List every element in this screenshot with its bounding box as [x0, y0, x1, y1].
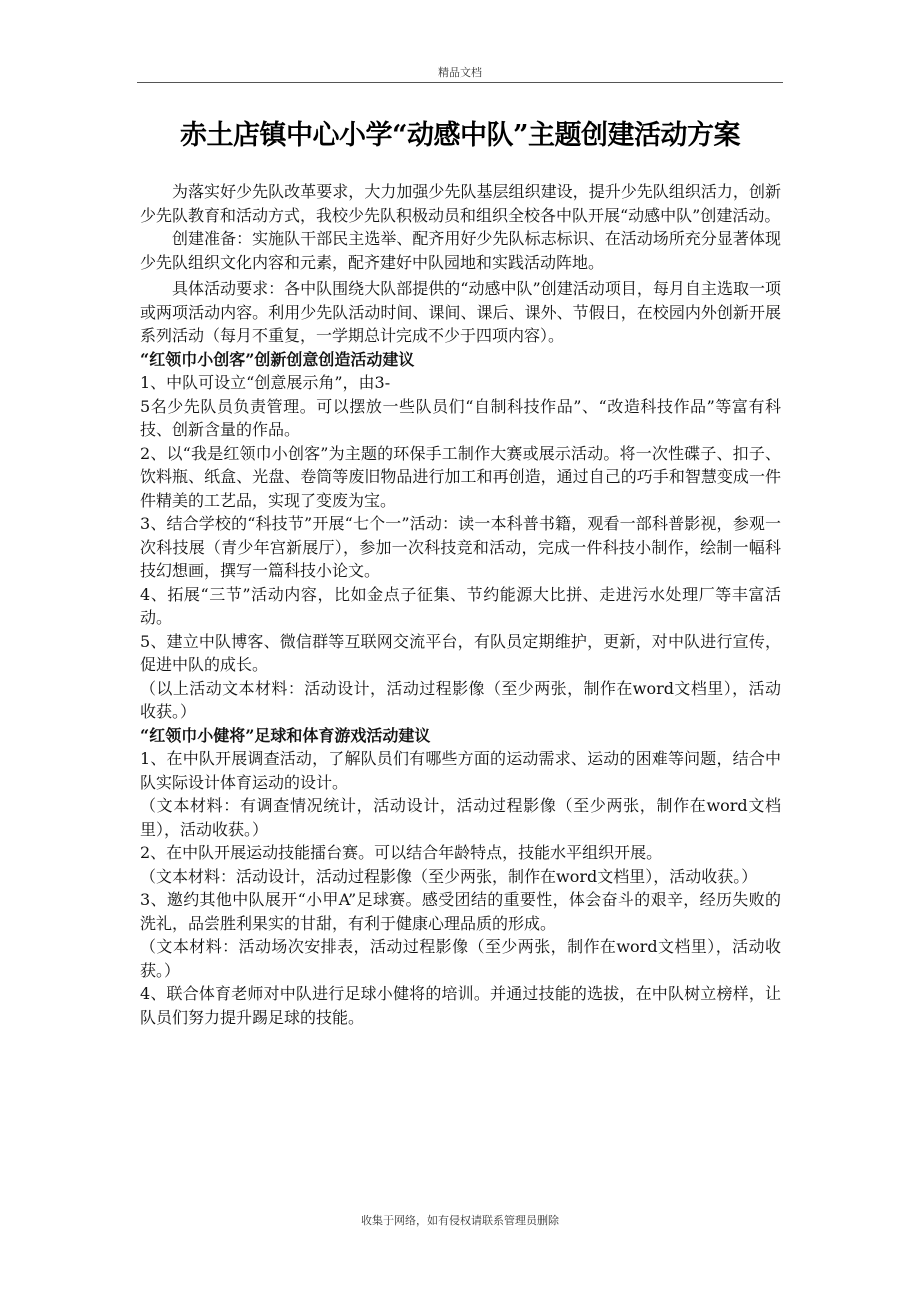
maker-item-1-line-2: 5名少先队员负责管理。可以摆放一些队员们“自制科技作品”、“改造科技作品”等富有科技、创新含量的作品。 [140, 396, 781, 439]
athlete-item-2: 2、在中队开展运动技能擂台赛。可以结合年龄特点，技能水平组织开展。 [140, 843, 663, 862]
preparation-paragraph: 创建准备：实施队干部民主选举、配齐用好少先队标志标识、在活动场所充分显著体现少先队组织文化内容和元素，配齐建好中队园地和实践活动阵地。 [140, 229, 781, 272]
maker-item-1-line-1: 1、中队可设立“创意展示角”，由3- [140, 373, 391, 392]
section-heading-athlete: “红领巾小健将”足球和体育游戏活动建议 [140, 725, 431, 745]
maker-materials-note: （以上活动文本材料：活动设计，活动过程影像（至少两张，制作在word文档里），活动收获。） [140, 678, 781, 721]
athlete-item-1: 1、在中队开展调查活动，了解队员们有哪些方面的运动需求、运动的困难等问题，结合中队实际设计体育运动的设计。 [140, 749, 781, 792]
maker-item-5: 5、建立中队博客、微信群等互联网交流平台，有队员定期维护，更新，对中队进行宣传，促进中队的成长。 [140, 631, 781, 674]
athlete-item-4: 4、联合体育老师对中队进行足球小健将的培训。并通过技能的选拔，在中队树立榜样，让队员们努力提升踢足球的技能。 [140, 984, 781, 1027]
intro-paragraph: 为落实好少先队改革要求，大力加强少先队基层组织建设，提升少先队组织活力，创新少先队教育和活动方式，我校少先队积极动员和组织全校各中队开展“动感中队”创建活动。 [140, 182, 781, 225]
page-header-label: 精品文档 [438, 66, 482, 79]
athlete-item-3: 3、邀约其他中队展开“小甲A”足球赛。感受团结的重要性，体会奋斗的艰辛，经历失败的洗礼，品尝胜利果实的甘甜，有利于健康心理品质的形成。 [140, 890, 781, 933]
athlete-item-1-note: （文本材料：有调查情况统计，活动设计，活动过程影像（至少两张，制作在word文档里），活动收获。） [140, 796, 781, 839]
document-title: 赤土店镇中心小学“动感中队”主题创建活动方案 [179, 120, 741, 151]
header-divider [137, 82, 783, 83]
section-heading-maker: “红领巾小创客”创新创意创造活动建议 [140, 349, 415, 369]
page-footer-label: 收集于网络，如有侵权请联系管理员删除 [361, 1214, 559, 1227]
maker-item-2: 2、以“我是红领巾小创客”为主题的环保手工制作大赛或展示活动。将一次性碟子、扣子、饮料瓶、纸盒、光盘、卷筒等废旧物品进行加工和再创造，通过自己的巧手和智慧变成一件件精美的工艺品，实现了变废为宝。 [140, 443, 781, 510]
athlete-item-3-note: （文本材料：活动场次安排表，活动过程影像（至少两张，制作在word文档里），活动收获。） [140, 937, 781, 980]
maker-item-3: 3、结合学校的“科技节”开展“七个一”活动：读一本科普书籍，观看一部科普影视，参观一次科技展（青少年宫新展厅），参加一次科技竞和活动，完成一件科技小制作，绘制一幅科技幻想画，撰写一篇科技小论文。 [140, 514, 781, 580]
requirements-paragraph: 具体活动要求：各中队围绕大队部提供的“动感中队”创建活动项目，每月自主选取一项或两项活动内容。利用少先队活动时间、课间、课后、课外、节假日，在校园内外创新开展系列活动（每月不重复，一学期总计完成不少于四项内容）。 [140, 279, 781, 345]
athlete-item-2-note: （文本材料：活动设计，活动过程影像（至少两张，制作在word文档里），活动收获。） [140, 866, 758, 886]
document-body [140, 180, 781, 1029]
maker-item-4: 4、拓展“三节”活动内容，比如金点子征集、节约能源大比拼、走进污水处理厂等丰富活动。 [140, 584, 781, 627]
